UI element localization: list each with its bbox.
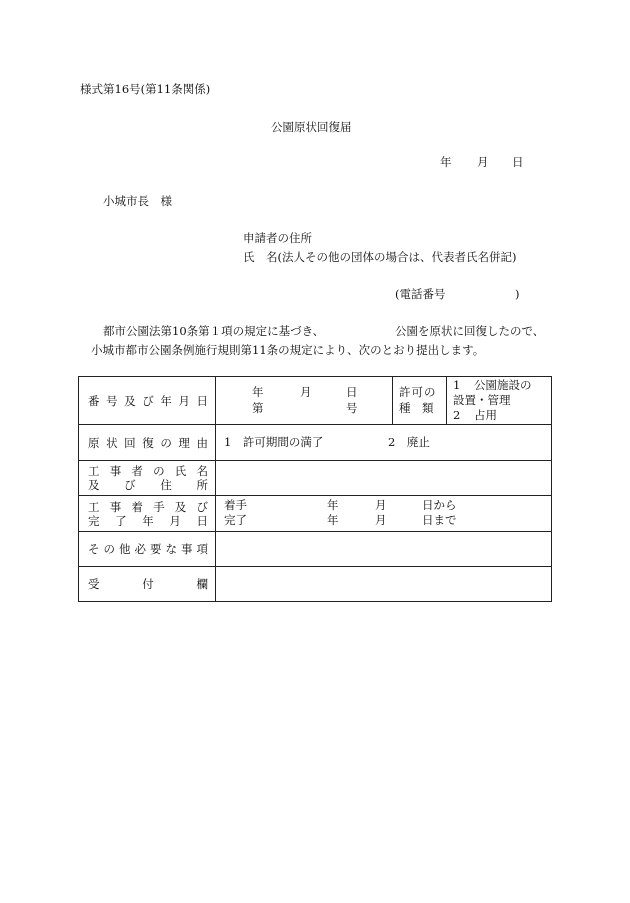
applicant-phone-close: ) bbox=[515, 287, 520, 301]
cell-permit-kind-label bbox=[393, 377, 447, 425]
body-line1-a: 都市公園法第10条第１項の規定に基づき、 bbox=[103, 324, 325, 338]
label-work-dates bbox=[79, 496, 216, 532]
cell-reception[interactable] bbox=[216, 567, 552, 602]
label-reason bbox=[79, 425, 216, 461]
label-other-text: そ の 他 必 要 な 事 項 bbox=[88, 542, 208, 556]
body-line1-b: 公園を原状に回復したので、 bbox=[395, 324, 545, 338]
cell-reason[interactable] bbox=[216, 425, 552, 461]
row1-month: 月 bbox=[300, 385, 312, 399]
addressee: 小城市長 様 bbox=[103, 194, 172, 208]
permit-kind-label-1: 許可の bbox=[399, 385, 437, 399]
option1-text: 公園施設の bbox=[474, 378, 532, 392]
date-year: 年 bbox=[440, 155, 452, 169]
cell-work-dates[interactable] bbox=[216, 496, 552, 532]
cell-contractor[interactable] bbox=[216, 461, 552, 496]
reason-option1: 1 許可期間の満了 bbox=[224, 435, 324, 449]
form-table bbox=[78, 376, 552, 602]
work-end-label: 完了 bbox=[224, 513, 247, 527]
label-reception bbox=[79, 567, 216, 602]
row1-year: 年 bbox=[252, 385, 264, 399]
work-end-month: 月 bbox=[375, 513, 387, 527]
option1-num: 1 bbox=[453, 378, 461, 392]
applicant-phone-label: (電話番号 bbox=[395, 287, 446, 301]
label-contractor bbox=[79, 461, 216, 496]
label-reason-text: 原 状 回 復 の 理 由 bbox=[88, 435, 208, 450]
label-contractor-line2: 及 び 住 所 bbox=[88, 478, 208, 492]
reason-option2: 2 廃止 bbox=[388, 435, 430, 449]
applicant-address-label: 申請者の住所 bbox=[243, 231, 312, 245]
label-contractor-line1: 工 事 者 の 氏 名 bbox=[88, 464, 208, 478]
row1-num-prefix: 第 bbox=[252, 401, 264, 415]
table-row-reason bbox=[79, 425, 552, 461]
option2-num: 2 bbox=[453, 408, 461, 422]
cell-number-date[interactable] bbox=[216, 377, 393, 425]
work-start-month: 月 bbox=[375, 498, 387, 512]
permit-kind-label-2: 種 類 bbox=[399, 401, 434, 415]
work-start-label: 着手 bbox=[224, 498, 247, 512]
work-end-until: 日まで bbox=[422, 513, 457, 527]
label-work-dates-line2: 完 了 年 月 日 bbox=[88, 513, 208, 528]
document-title: 公園原状回復届 bbox=[271, 120, 352, 134]
applicant-name-label: 氏 名(法人その他の団体の場合は、代表者氏名併記) bbox=[243, 250, 517, 264]
table-row-reception bbox=[79, 567, 552, 602]
date-day: 日 bbox=[512, 155, 524, 169]
label-other bbox=[79, 532, 216, 567]
label-number-date-text: 番 号 及 び 年 月 日 bbox=[88, 393, 208, 408]
label-number-date bbox=[79, 377, 216, 425]
option2-text: 占用 bbox=[474, 408, 497, 422]
table-row-number-date bbox=[79, 377, 552, 425]
work-end-year: 年 bbox=[327, 513, 339, 527]
body-line2: 小城市都市公園条例施行規則第11条の規定により、次のとおり提出します。 bbox=[91, 343, 485, 357]
row1-num-suffix: 号 bbox=[346, 401, 358, 415]
form-number: 様式第16号(第11条関係) bbox=[80, 82, 211, 96]
label-reception-text: 受 付 欄 bbox=[88, 577, 208, 591]
work-start-year: 年 bbox=[327, 498, 339, 512]
row1-day: 日 bbox=[346, 385, 358, 399]
table-row-other bbox=[79, 532, 552, 567]
date-line bbox=[440, 155, 524, 169]
cell-permit-kind-options[interactable] bbox=[447, 377, 552, 425]
table-row-work-dates bbox=[79, 496, 552, 532]
cell-other[interactable] bbox=[216, 532, 552, 567]
option1-text2: 設置・管理 bbox=[453, 393, 511, 407]
date-month: 月 bbox=[477, 155, 489, 169]
work-start-from: 日から bbox=[422, 498, 457, 512]
table-row-contractor bbox=[79, 461, 552, 496]
label-work-dates-line1: 工 事 着 手 及 び bbox=[88, 499, 208, 514]
